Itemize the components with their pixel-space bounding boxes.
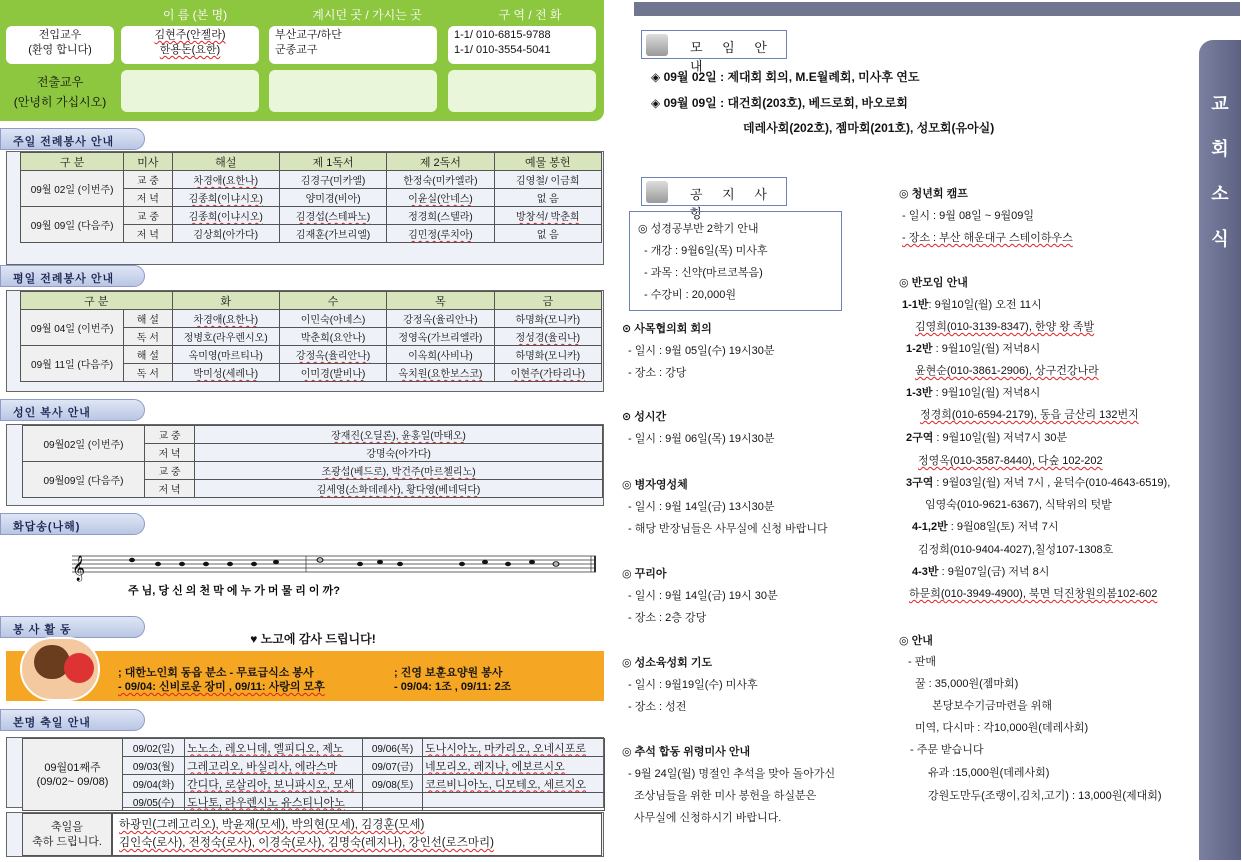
top-bar [634, 2, 1240, 16]
meeting-line-2: ◈ 09월 09일 : 대건회(203호), 베드로회, 바오로회 [651, 96, 908, 110]
service-title: 봉 사 활 동 [0, 616, 145, 638]
notice-item-4-head: ◎ 꾸리아 [622, 568, 667, 580]
service-left: ; 대한노인회 동읍 분소 - 무료급식소 봉사 - 09/04: 신비로운 장미 , 09/11: 사랑의 모후 [118, 667, 325, 693]
header-name: 이 름 (본 명) [162, 8, 228, 22]
out-phone-empty [448, 70, 596, 112]
out-label: 전출교우 (안녕히 가십시오) [13, 75, 107, 109]
sunday-table: 구 분 미사 해설 제 1독서 제 2독서 예물 봉헌 09월 02일 (이번주) 교 중 차경애(요한나) 김경구(미카엘) 한정숙(미카엘라) 김영철/ 이금희 저 녁 김종희(이냐시오) 양미경(비아) 이윤실(안네스) 없 음 09월 09일 (다음주) 교 중 김종희(이냐시오) 김경섭(스테파노) 정경희(스텔라) 방창석/ 박춘희 저 녁 김상희(아가다) 김재훈(가브리엘) 김민정(루치아) 없 음 [20, 152, 602, 243]
notice-item-6-head: ◎ 추석 합동 위령미사 안내 [622, 746, 751, 758]
out-place-empty [269, 70, 437, 112]
table-row: 09월 04일 (이번주) 해 설 차경애(요한나) 이민숙(아녜스) 강정옥(율리안나) 하명화(모니카) [21, 310, 602, 328]
in-label: 전입교우 (환영 합니다) [6, 26, 114, 64]
table-row: 독 서 정병호(라우렌시오) 박춘희(요안나) 정영옥(가브리엘라) 정성경(율리나) [21, 328, 602, 346]
ban-3: 3구역 : 9월03일(월) 저녁 7시 , 윤덕수(010-4643-6519), [906, 477, 1171, 489]
table-row: 독 서 박미성(세레나) 이미경(발비나) 옥치원(요한보스코) 이현주(가타리나) [21, 364, 602, 382]
notice-item-2-head: ⊙ 성시간 [622, 411, 667, 423]
treble-clef: 𝄞 [72, 556, 86, 581]
congrats-label: 축일을 축하 드립니다. [22, 813, 112, 856]
portrait-icon [646, 181, 668, 203]
feast-title: 본명 축일 안내 [0, 709, 145, 731]
weekday-table: 구 분 화 수 목 금 09월 04일 (이번주) 해 설 차경애(요한나) 이민숙(아녜스) 강정옥(율리안나) 하명화(모니카) 독 서 정병호(라우렌시오) 박춘희(요안나) 정영옥(가브리엘라) 정성경(율리나) 09월 11일 (다음주) 해 설 옥미영(마르티나) 강정옥(율리안나) 이옥희(사비나) 하명화(모니카) 독 서 박미성(세레나) 이미경(발비나) 옥치원(요한보스코) 이현주(가타리나) [20, 291, 602, 382]
meeting-title: 모 임 안 내 [641, 30, 787, 59]
meeting-line-3: 데레사회(202호), 젬마회(201호), 성모회(유아실) [743, 121, 995, 135]
info-head: ◎ 안내 [899, 635, 933, 647]
notice-item-5-head: ◎ 성소육성회 기도 [622, 657, 713, 669]
heart-icon: ♥ [250, 632, 258, 646]
table-row: 09월 09일 (다음주) 교 중 김종희(이냐시오) 김경섭(스테파노) 정경희(스텔라) 방창석/ 박춘희 [21, 207, 602, 225]
portrait-icon [646, 34, 668, 56]
bible-study-box: ◎ 성경공부반 2학기 안내 - 개강 : 9월6일(목) 미사후 - 과목 : 신약(마르코복음) - 수강비 : 20,000원 [629, 211, 842, 311]
table-row: 09월09일 (다음주) 교 중 조광섭(베드로), 박건주(마르첼리노) [23, 462, 603, 480]
table-row: 저 녁 김상희(아가다) 김재훈(가브리엘) 김민정(루치아) 없 음 [21, 225, 602, 243]
ban-1-1: 1-1반: 9월10일(월) 오전 11시 [902, 299, 1042, 311]
ban-2: 2구역 : 9월10일(월) 저녁7시 30분 [906, 432, 1068, 444]
song-lyrics: 주 님, 당 신 의 천 막 에 누 가 머 물 리 이 까? [128, 585, 340, 597]
table-row: 09월01째주 (09/02~ 09/08) 09/02(일) 노노소, 레오니데, 엘피디오, 제노 09/06(목) 도나시아노, 마카리오, 오네시포로 [23, 739, 605, 757]
in-phones: 1-1/ 010-6815-9788 1-1/ 010-3554-5041 [448, 26, 596, 64]
music-staff [70, 548, 600, 600]
ban-4-3: 4-3반 : 9월07일(금) 저녁 8시 [912, 566, 1050, 578]
sunday-title: 주일 전례봉사 안내 [0, 128, 145, 150]
ban-1-2: 1-2반 : 9월10일(월) 저녁8시 [906, 343, 1041, 355]
church-news-sidebar: 교 회 소 식 [1199, 40, 1241, 860]
transfer-panel [0, 0, 604, 121]
congrats-names: 하광민(그레고리오), 박윤재(모세), 박의현(모세), 김경훈(모세) 김인숙(로사), 전정숙(로사), 이경숙(로사), 김명숙(레지나), 강인선(로즈마리) [112, 813, 602, 856]
song-title: 화답송(나해) [0, 513, 145, 535]
header-place: 계시던 곳 / 가시는 곳 [312, 8, 422, 22]
table-row: 09월 11일 (다음주) 해 설 옥미영(마르티나) 강정옥(율리안나) 이옥희(사비나) 하명화(모니카) [21, 346, 602, 364]
table-row: 저 녁 김세영(소화데레사), 황다영(베네딕다) [23, 480, 603, 498]
ban-1-3: 1-3반 : 9월10일(월) 저녁8시 [906, 387, 1041, 399]
notice-title: 공 지 사 항 [641, 177, 787, 206]
meeting-line-1: ◈ 09월 02일 : 제대회 회의, M.E월례회, 미사후 연도 [651, 70, 920, 84]
table-row: 09/05(수) 도나토, 라우렌시노 유스티니아노 [23, 793, 605, 811]
altar-table [22, 425, 603, 498]
table-row: 저 녁 김종희(이냐시오) 양미경(비아) 이윤실(안네스) 없 음 [21, 189, 602, 207]
table-row: 09월02일 (이번주) 교 중 장재진(오딜론), 윤홍일(마태오) [23, 426, 603, 444]
in-places: 부산교구/하단 군종교구 [269, 26, 437, 64]
header-phone: 구 역 / 전 화 [498, 8, 562, 22]
thanks-line: ♥ 노고에 감사 드립니다! [250, 632, 376, 646]
table-row: 저 녁 강명숙(아가다) [23, 444, 603, 462]
ban-4-12: 4-1,2반 : 9월08일(토) 저녁 7시 [912, 521, 1059, 533]
altar-title: 성인 복사 안내 [0, 399, 145, 421]
illustration-icon [20, 637, 100, 701]
service-band [6, 651, 604, 701]
table-row: 09월 02일 (이번주) 교 중 차경애(요한나) 김경구(미카엘) 한정숙(미카엘라) 김영철/ 이금희 [21, 171, 602, 189]
out-name-empty [121, 70, 259, 112]
weekday-title: 평일 전례봉사 안내 [0, 265, 145, 287]
table-row: 09/04(화) 간디다, 로살리아, 보니파시오, 모세 09/08(토) 코르비니아노, 디모테오, 세르지오 [23, 775, 605, 793]
ban-head: ◎ 반모임 안내 [899, 277, 968, 289]
feast-table [22, 738, 605, 811]
notice-item-3-head: ◎ 병자영성체 [622, 479, 688, 491]
camp-head: ◎ 청년회 캠프 [899, 188, 968, 200]
service-right: ; 진영 보훈요양원 봉사 - 09/04: 1조 , 09/11: 2조 [394, 667, 512, 693]
notice-item-1-head: ⊙ 사목협의회 회의 [622, 323, 712, 335]
in-names: 김현주(안젤라) 한용돈(요한) [121, 26, 259, 64]
table-row: 09/03(월) 그레고리오, 바실리사, 에라스마 09/07(금) 네모리오, 레지나, 에보르시오 [23, 757, 605, 775]
